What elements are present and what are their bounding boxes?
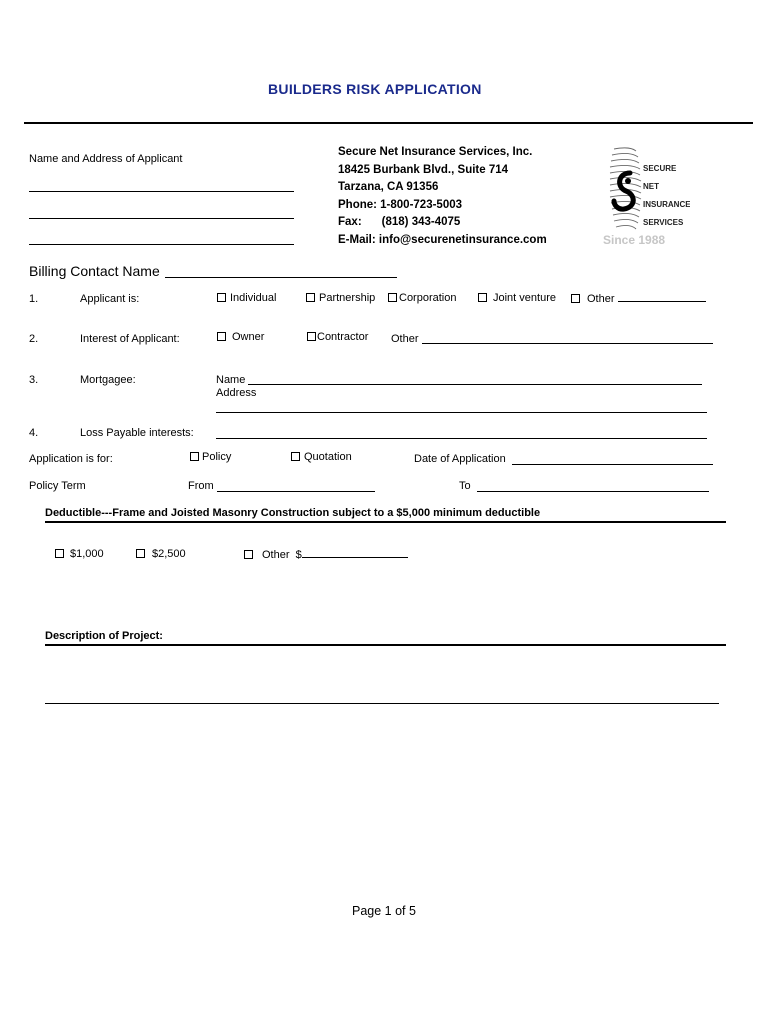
checkbox-icon[interactable] [217, 332, 226, 341]
company-address-1: 18425 Burbank Blvd., Suite 714 [338, 163, 509, 176]
logo-word-3: INSURANCE [643, 200, 690, 209]
logo-word-1: SECURE [643, 164, 677, 173]
checkbox-icon[interactable] [291, 452, 300, 461]
company-email: E-Mail: info@securenetinsurance.com [338, 233, 547, 246]
policy-to-label: To [459, 480, 471, 492]
policy-to-field[interactable] [477, 491, 709, 492]
option-other-applicant[interactable]: Other [571, 292, 706, 305]
date-of-application-label: Date of Application [414, 453, 506, 465]
option-joint-venture[interactable]: Joint venture [478, 292, 556, 304]
option-corporation[interactable]: Corporation [388, 292, 456, 304]
loss-payable-field[interactable] [216, 438, 707, 439]
option-individual[interactable]: Individual [217, 292, 276, 304]
policy-from-label: From [188, 480, 214, 492]
billing-contact-field[interactable] [165, 277, 397, 278]
description-field[interactable] [45, 703, 719, 704]
checkbox-icon[interactable] [478, 293, 487, 302]
q2-number: 2. [29, 333, 39, 345]
option-owner[interactable]: Owner [217, 331, 264, 343]
applicant-line-2[interactable] [29, 218, 294, 219]
q4-number: 4. [29, 427, 39, 439]
application-for-label: Application is for: [29, 453, 113, 465]
option-partnership[interactable]: Partnership [306, 292, 375, 304]
q1-label: Applicant is: [80, 293, 140, 305]
company-address-2: Tarzana, CA 91356 [338, 181, 439, 193]
company-info [338, 144, 547, 249]
description-divider [45, 644, 726, 646]
company-name: Secure Net Insurance Services, Inc. [338, 146, 533, 158]
option-contractor[interactable]: Contractor [307, 331, 368, 343]
company-fax-row [338, 214, 547, 232]
checkbox-icon[interactable] [306, 293, 315, 302]
option-quotation[interactable]: Quotation [291, 451, 352, 463]
checkbox-icon[interactable] [571, 294, 580, 303]
q4-label: Loss Payable interests: [80, 427, 194, 439]
mortgagee-address-label: Address [216, 387, 257, 399]
applicant-line-3[interactable] [29, 244, 294, 245]
option-deductible-2500[interactable]: $2,500 [136, 548, 186, 560]
logo-word-4: SERVICES [643, 218, 684, 227]
company-phone: Phone: 1-800-723-5003 [338, 198, 463, 211]
checkbox-icon[interactable] [244, 550, 253, 559]
title-divider [24, 122, 753, 124]
interest-other-field[interactable] [422, 343, 713, 344]
q1-number: 1. [29, 293, 39, 305]
mortgagee-name-label: Name [216, 374, 246, 386]
checkbox-icon[interactable] [136, 549, 145, 558]
logo-graphic-icon [600, 143, 690, 235]
interest-other-label: Other [391, 333, 419, 345]
page-title: BUILDERS RISK APPLICATION [268, 81, 482, 97]
q2-label: Interest of Applicant: [80, 333, 180, 345]
date-of-application-field[interactable] [512, 464, 713, 465]
deductible-heading: Deductible---Frame and Joisted Masonry Construction subject to a $5,000 minimum deductible [45, 507, 541, 519]
company-logo [600, 143, 690, 235]
mortgagee-name-field[interactable] [248, 384, 702, 385]
mortgagee-address-field[interactable] [216, 412, 707, 413]
applicant-line-1[interactable] [29, 191, 294, 192]
checkbox-icon[interactable] [190, 452, 199, 461]
since-label: Since 1988 [603, 233, 666, 247]
q3-label: Mortgagee: [80, 374, 136, 386]
deductible-other-field[interactable] [302, 548, 408, 558]
option-policy[interactable]: Policy [190, 451, 231, 463]
deductible-divider [45, 521, 726, 523]
description-heading: Description of Project: [45, 630, 163, 642]
checkbox-icon[interactable] [307, 332, 316, 341]
other-applicant-field[interactable] [618, 292, 706, 302]
option-deductible-other[interactable]: Other $ [244, 548, 408, 561]
q3-number: 3. [29, 374, 39, 386]
page-number: Page 1 of 5 [352, 904, 416, 918]
billing-contact-label: Billing Contact Name [29, 263, 160, 279]
applicant-label: Name and Address of Applicant [29, 153, 183, 165]
policy-term-label: Policy Term [29, 480, 86, 492]
option-deductible-1000[interactable]: $1,000 [55, 548, 104, 560]
logo-word-2: NET [643, 182, 659, 191]
checkbox-icon[interactable] [55, 549, 64, 558]
company-fax-label: Fax: [338, 216, 362, 228]
checkbox-icon[interactable] [388, 293, 397, 302]
policy-from-field[interactable] [217, 491, 375, 492]
checkbox-icon[interactable] [217, 293, 226, 302]
company-fax: (818) 343-4075 [381, 216, 461, 228]
